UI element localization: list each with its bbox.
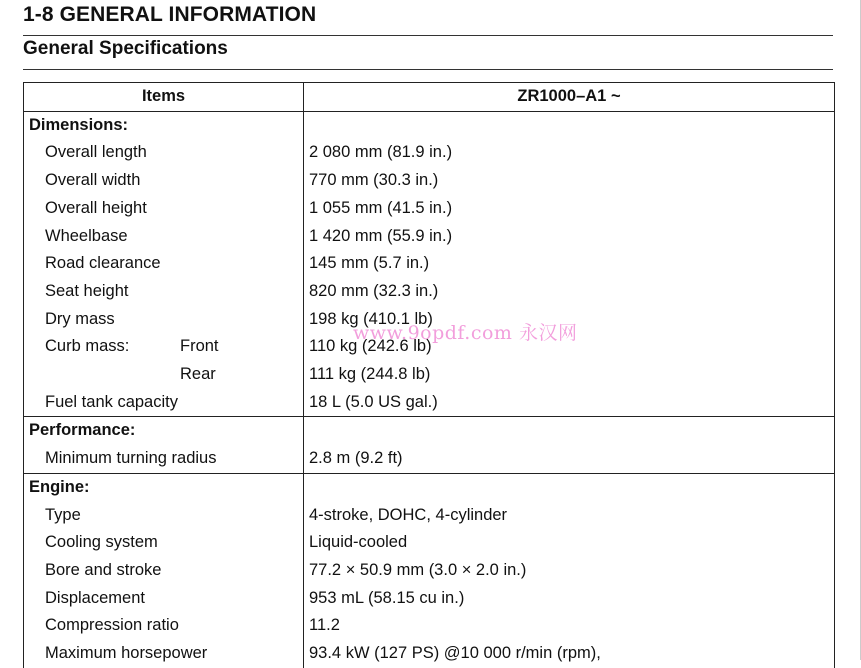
table-row <box>24 139 835 167</box>
item-cell: Road clearance <box>24 250 304 278</box>
table-row <box>24 223 835 251</box>
table-row <box>24 167 835 195</box>
section-divider <box>23 69 833 70</box>
value-cell: 111 kg (244.8 lb) <box>304 361 835 389</box>
table-row <box>24 585 835 613</box>
sub-item-label: Front <box>180 337 219 356</box>
table-row <box>24 361 835 389</box>
item-cell: Wheelbase <box>24 223 304 251</box>
item-cell <box>24 333 304 361</box>
item-cell: Bore and stroke <box>24 557 304 585</box>
value-cell: 2 080 mm (81.9 in.) <box>304 139 835 167</box>
empty-cell <box>304 417 835 445</box>
value-cell: 110 kg (242.6 lb) <box>304 333 835 361</box>
empty-cell <box>304 473 835 501</box>
table-row <box>24 502 835 530</box>
item-cell: Maximum horsepower <box>24 640 304 668</box>
item-cell: Dry mass <box>24 306 304 334</box>
value-cell: 2.8 m (9.2 ft) <box>304 445 835 473</box>
item-cell: Seat height <box>24 278 304 306</box>
table-row <box>24 557 835 585</box>
value-cell: 93.4 kW (127 PS) @10 000 r/min (rpm), <box>304 640 835 668</box>
value-cell: 4-stroke, DOHC, 4-cylinder <box>304 502 835 530</box>
item-cell: Type <box>24 502 304 530</box>
value-cell: 145 mm (5.7 in.) <box>304 250 835 278</box>
item-cell: Minimum turning radius <box>24 445 304 473</box>
sub-item-label: Rear <box>180 365 216 384</box>
table-row <box>24 250 835 278</box>
table-row <box>24 389 835 417</box>
value-cell: 1 420 mm (55.9 in.) <box>304 223 835 251</box>
title-divider <box>23 35 833 36</box>
specifications-table <box>23 82 835 668</box>
item-label: Curb mass: <box>45 337 130 356</box>
table-row <box>24 640 835 668</box>
value-cell: 77.2 × 50.9 mm (3.0 × 2.0 in.) <box>304 557 835 585</box>
table-row <box>24 306 835 334</box>
item-cell: Overall height <box>24 195 304 223</box>
value-cell: 11.2 <box>304 612 835 640</box>
table-row <box>24 529 835 557</box>
value-cell: 18 L (5.0 US gal.) <box>304 389 835 417</box>
group-row-dimensions <box>24 111 835 139</box>
empty-cell <box>304 111 835 139</box>
item-cell: Fuel tank capacity <box>24 389 304 417</box>
group-label: Engine: <box>24 473 304 501</box>
section-title: General Specifications <box>23 38 228 59</box>
value-cell: 770 mm (30.3 in.) <box>304 167 835 195</box>
value-cell: Liquid-cooled <box>304 529 835 557</box>
group-row-performance <box>24 417 835 445</box>
chapter-title: 1-8 GENERAL INFORMATION <box>23 3 317 26</box>
table-row <box>24 195 835 223</box>
table-row <box>24 612 835 640</box>
item-cell: Overall width <box>24 167 304 195</box>
group-label: Performance: <box>24 417 304 445</box>
table-row <box>24 445 835 473</box>
items-column-header: Items <box>24 83 304 112</box>
item-cell: Overall length <box>24 139 304 167</box>
item-cell: Displacement <box>24 585 304 613</box>
value-cell: 1 055 mm (41.5 in.) <box>304 195 835 223</box>
watermark-text: www.9opdf.com 永汉网 <box>353 322 578 344</box>
group-label: Dimensions: <box>24 111 304 139</box>
group-row-engine <box>24 473 835 501</box>
item-cell: Compression ratio <box>24 612 304 640</box>
table-row <box>24 278 835 306</box>
table-row <box>24 333 835 361</box>
model-column-header: ZR1000–A1 ~ <box>304 83 835 112</box>
value-cell: 953 mL (58.15 cu in.) <box>304 585 835 613</box>
value-cell: 198 kg (410.1 lb) <box>304 306 835 334</box>
value-cell: 820 mm (32.3 in.) <box>304 278 835 306</box>
item-cell <box>24 361 304 389</box>
item-cell: Cooling system <box>24 529 304 557</box>
table-header-row <box>24 83 835 112</box>
